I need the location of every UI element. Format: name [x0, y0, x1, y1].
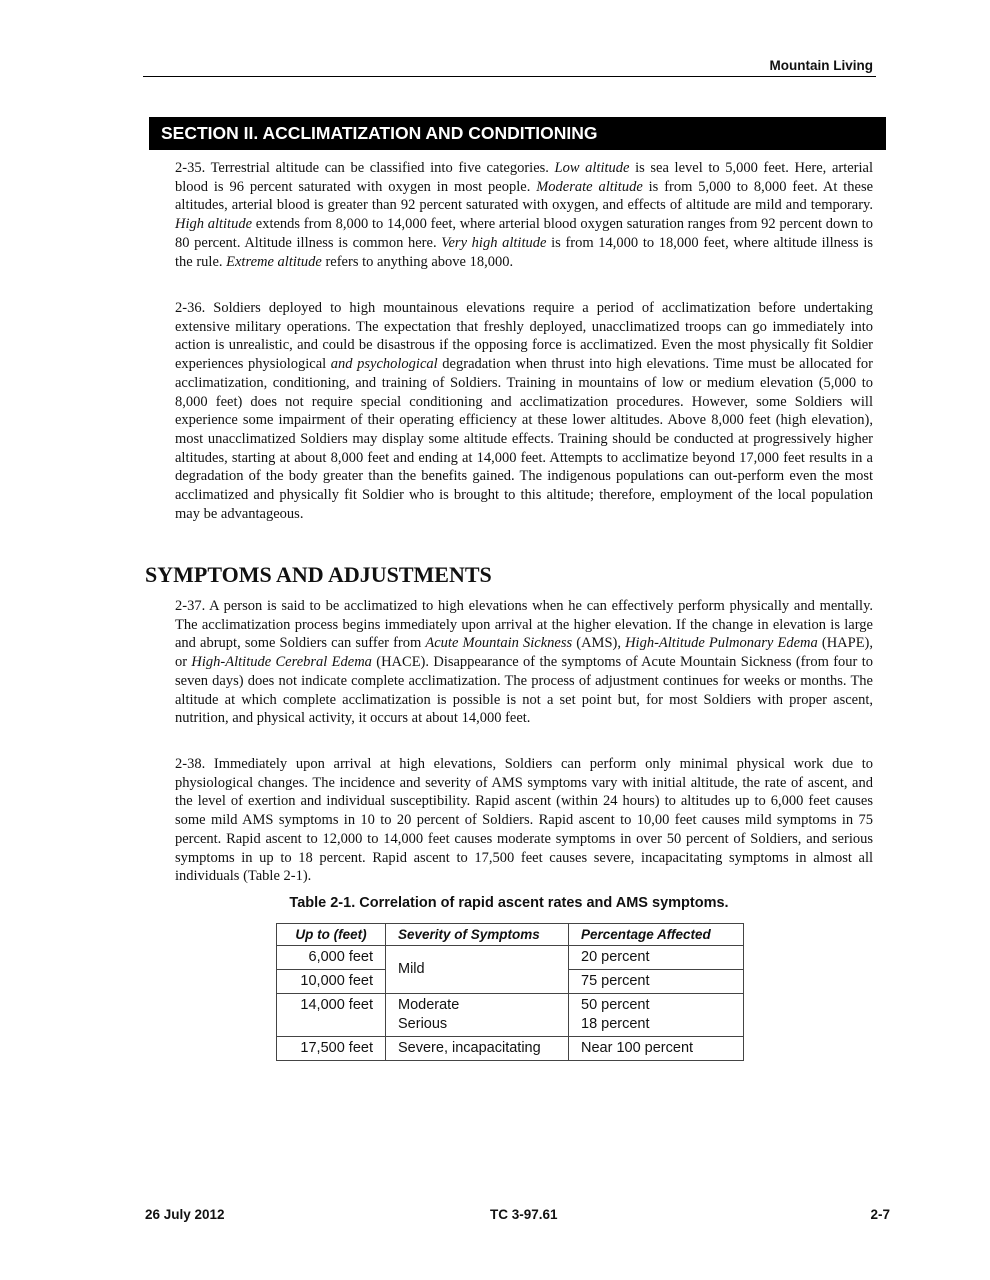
- ams-table: [276, 923, 744, 1061]
- italic-term: Moderate altitude: [536, 178, 643, 195]
- table-row: [277, 1037, 744, 1061]
- cell-altitude: 14,000 feet: [277, 994, 386, 1037]
- paragraph-2-36: [175, 299, 873, 523]
- header-rule: [143, 76, 876, 77]
- header-altitude: Up to (feet): [277, 924, 386, 946]
- cell-altitude: 10,000 feet: [277, 970, 386, 994]
- running-head: Mountain Living: [769, 58, 873, 73]
- severity-serious: Serious: [398, 1016, 448, 1032]
- cell-percentage: Near 100 percent: [569, 1037, 744, 1061]
- cell-severity: [386, 994, 569, 1037]
- text-run: (HAPE), or: [175, 635, 874, 671]
- percentage-serious: 18 percent: [581, 1016, 650, 1032]
- paragraph-2-37: [175, 597, 873, 728]
- paragraph-2-38: [175, 755, 873, 886]
- cell-percentage: 75 percent: [569, 970, 744, 994]
- italic-term: Very high altitude: [441, 234, 547, 251]
- cell-severity: Mild: [386, 946, 569, 994]
- text-run: 2-37. A person is said to be acclimatized to high elevations when he can effectively perform physically and mentally. The acclimatization process begins immediately upon arrival at the higher elevation. If the change in elevation is large and abrupt, some Soldiers can suffer from: [175, 598, 873, 652]
- text-run: extends from 8,000 to 14,000 feet, where arterial blood oxygen saturation ranges from 92 percent down to 80 percent. Altitude illness is common here.: [175, 216, 873, 251]
- table-caption: Table 2-1. Correlation of rapid ascent rates and AMS symptoms.: [289, 895, 729, 911]
- italic-term: High altitude: [175, 216, 253, 233]
- italic-term: Low altitude: [554, 160, 630, 176]
- footer-date: 26 July 2012: [145, 1207, 225, 1222]
- cell-severity: Severe, incapacitating: [386, 1037, 569, 1061]
- header-percentage: Percentage Affected: [569, 924, 744, 946]
- text-run: 2-36. Soldiers deployed to high mountainous elevations require a period of acclimatization before undertaking extensive military operations. The expectation that freshly deployed, unacclimatized troops can go immediately into action is unrealistic, and could be disastrous if the opposing force is acclimatized. Even the most physically fit Soldier experiences physiological: [175, 300, 873, 373]
- cell-percentage: 20 percent: [569, 946, 744, 970]
- text-run: (HACE). Disappearance of the symptoms of Acute Mountain Sickness (from four to seven days) does not indicate complete acclimatization. The process of adjustment continues for weeks or months. The altitude at which complete acclimatization is possible is not a set point but, for most Soldiers with proper ascent, nutrition, and physical activity, it occurs at about 14,000 feet.: [175, 654, 873, 727]
- header-severity: Severity of Symptoms: [386, 924, 569, 946]
- paragraph-2-35: [175, 159, 873, 271]
- section-title: SECTION II. ACCLIMATIZATION AND CONDITIONING: [149, 117, 886, 150]
- table-row: [277, 946, 744, 970]
- severity-moderate: Moderate: [398, 997, 460, 1013]
- table-row: [277, 994, 744, 1037]
- footer-page-number: 2-7: [870, 1207, 890, 1222]
- italic-term: and psychological: [330, 356, 438, 373]
- text-run: (AMS),: [572, 635, 626, 652]
- percentage-moderate: 50 percent: [581, 997, 650, 1013]
- text-run: is from 14,000 to 18,000 feet, where altitude illness is the rule.: [175, 234, 873, 270]
- text-run: is sea level to 5,000 feet. Here, arterial blood is 96 percent saturated with oxygen in most people.: [175, 160, 873, 195]
- text-run: is from 5,000 to 8,000 feet. At these altitudes, arterial blood is greater than 92 percent saturated with oxygen, and effects of altitude are mild and temporary.: [175, 178, 874, 214]
- italic-term: Extreme altitude: [226, 253, 322, 270]
- text-run: refers to anything above 18,000.: [321, 253, 514, 270]
- italic-term: High-Altitude Cerebral Edema: [191, 654, 372, 671]
- cell-percentage: [569, 994, 744, 1037]
- cell-altitude: 6,000 feet: [277, 946, 386, 970]
- table-header-row: [277, 924, 744, 946]
- cell-altitude: 17,500 feet: [277, 1037, 386, 1061]
- italic-term: Acute Mountain Sickness: [425, 635, 573, 652]
- text-run: degradation when thrust into high elevations. Time must be allocated for acclimatization, conditioning, and training of Soldiers. Training in mountains of low or medium elevation (5,000 to 8,000 feet) does not require special conditioning and acclimatization procedures. However, some Soldiers will experience some impairment of their operating efficiency at these lower altitudes. Above 8,000 feet (high elevation), most unacclimatized Soldiers may display some altitude effects. Training should be conducted at progressively higher altitudes, starting at about 8,000 feet and ending at 14,000 feet. Attempts to acclimatize beyond 17,000 feet results in a degradation of the body greater than the benefits gained. The indigenous populations can out-perform even the most acclimatized and physically fit Soldier who is brought to this altitude; therefore, employment of the local population may be advantageous.: [175, 356, 873, 522]
- text-run: 2-35. Terrestrial altitude can be classified into five categories.: [175, 160, 555, 176]
- footer-doc-id: TC 3-97.61: [490, 1207, 558, 1222]
- text-run: 2-38. Immediately upon arrival at high elevations, Soldiers can perform only minimal physical work due to physiological changes. The incidence and severity of AMS symptoms vary with initial altitude, the rate of ascent, and the level of exertion and individual susceptibility. Rapid ascent (within 24 hours) to altitudes up to 6,000 feet causes some mild AMS symptoms in 10 to 20 percent of Soldiers. Rapid ascent to 10,00 feet causes mild symptoms in 75 percent. Rapid ascent to 12,000 to 14,000 feet causes moderate symptoms in over 50 percent of Soldiers, and serious symptoms in up to 18 percent. Rapid ascent to 17,500 feet causes severe, incapacitating symptoms in almost all individuals (Table 2-1).: [175, 756, 873, 885]
- italic-term: High-Altitude Pulmonary Edema: [625, 635, 818, 652]
- subheading-symptoms: SYMPTOMS AND ADJUSTMENTS: [145, 562, 492, 587]
